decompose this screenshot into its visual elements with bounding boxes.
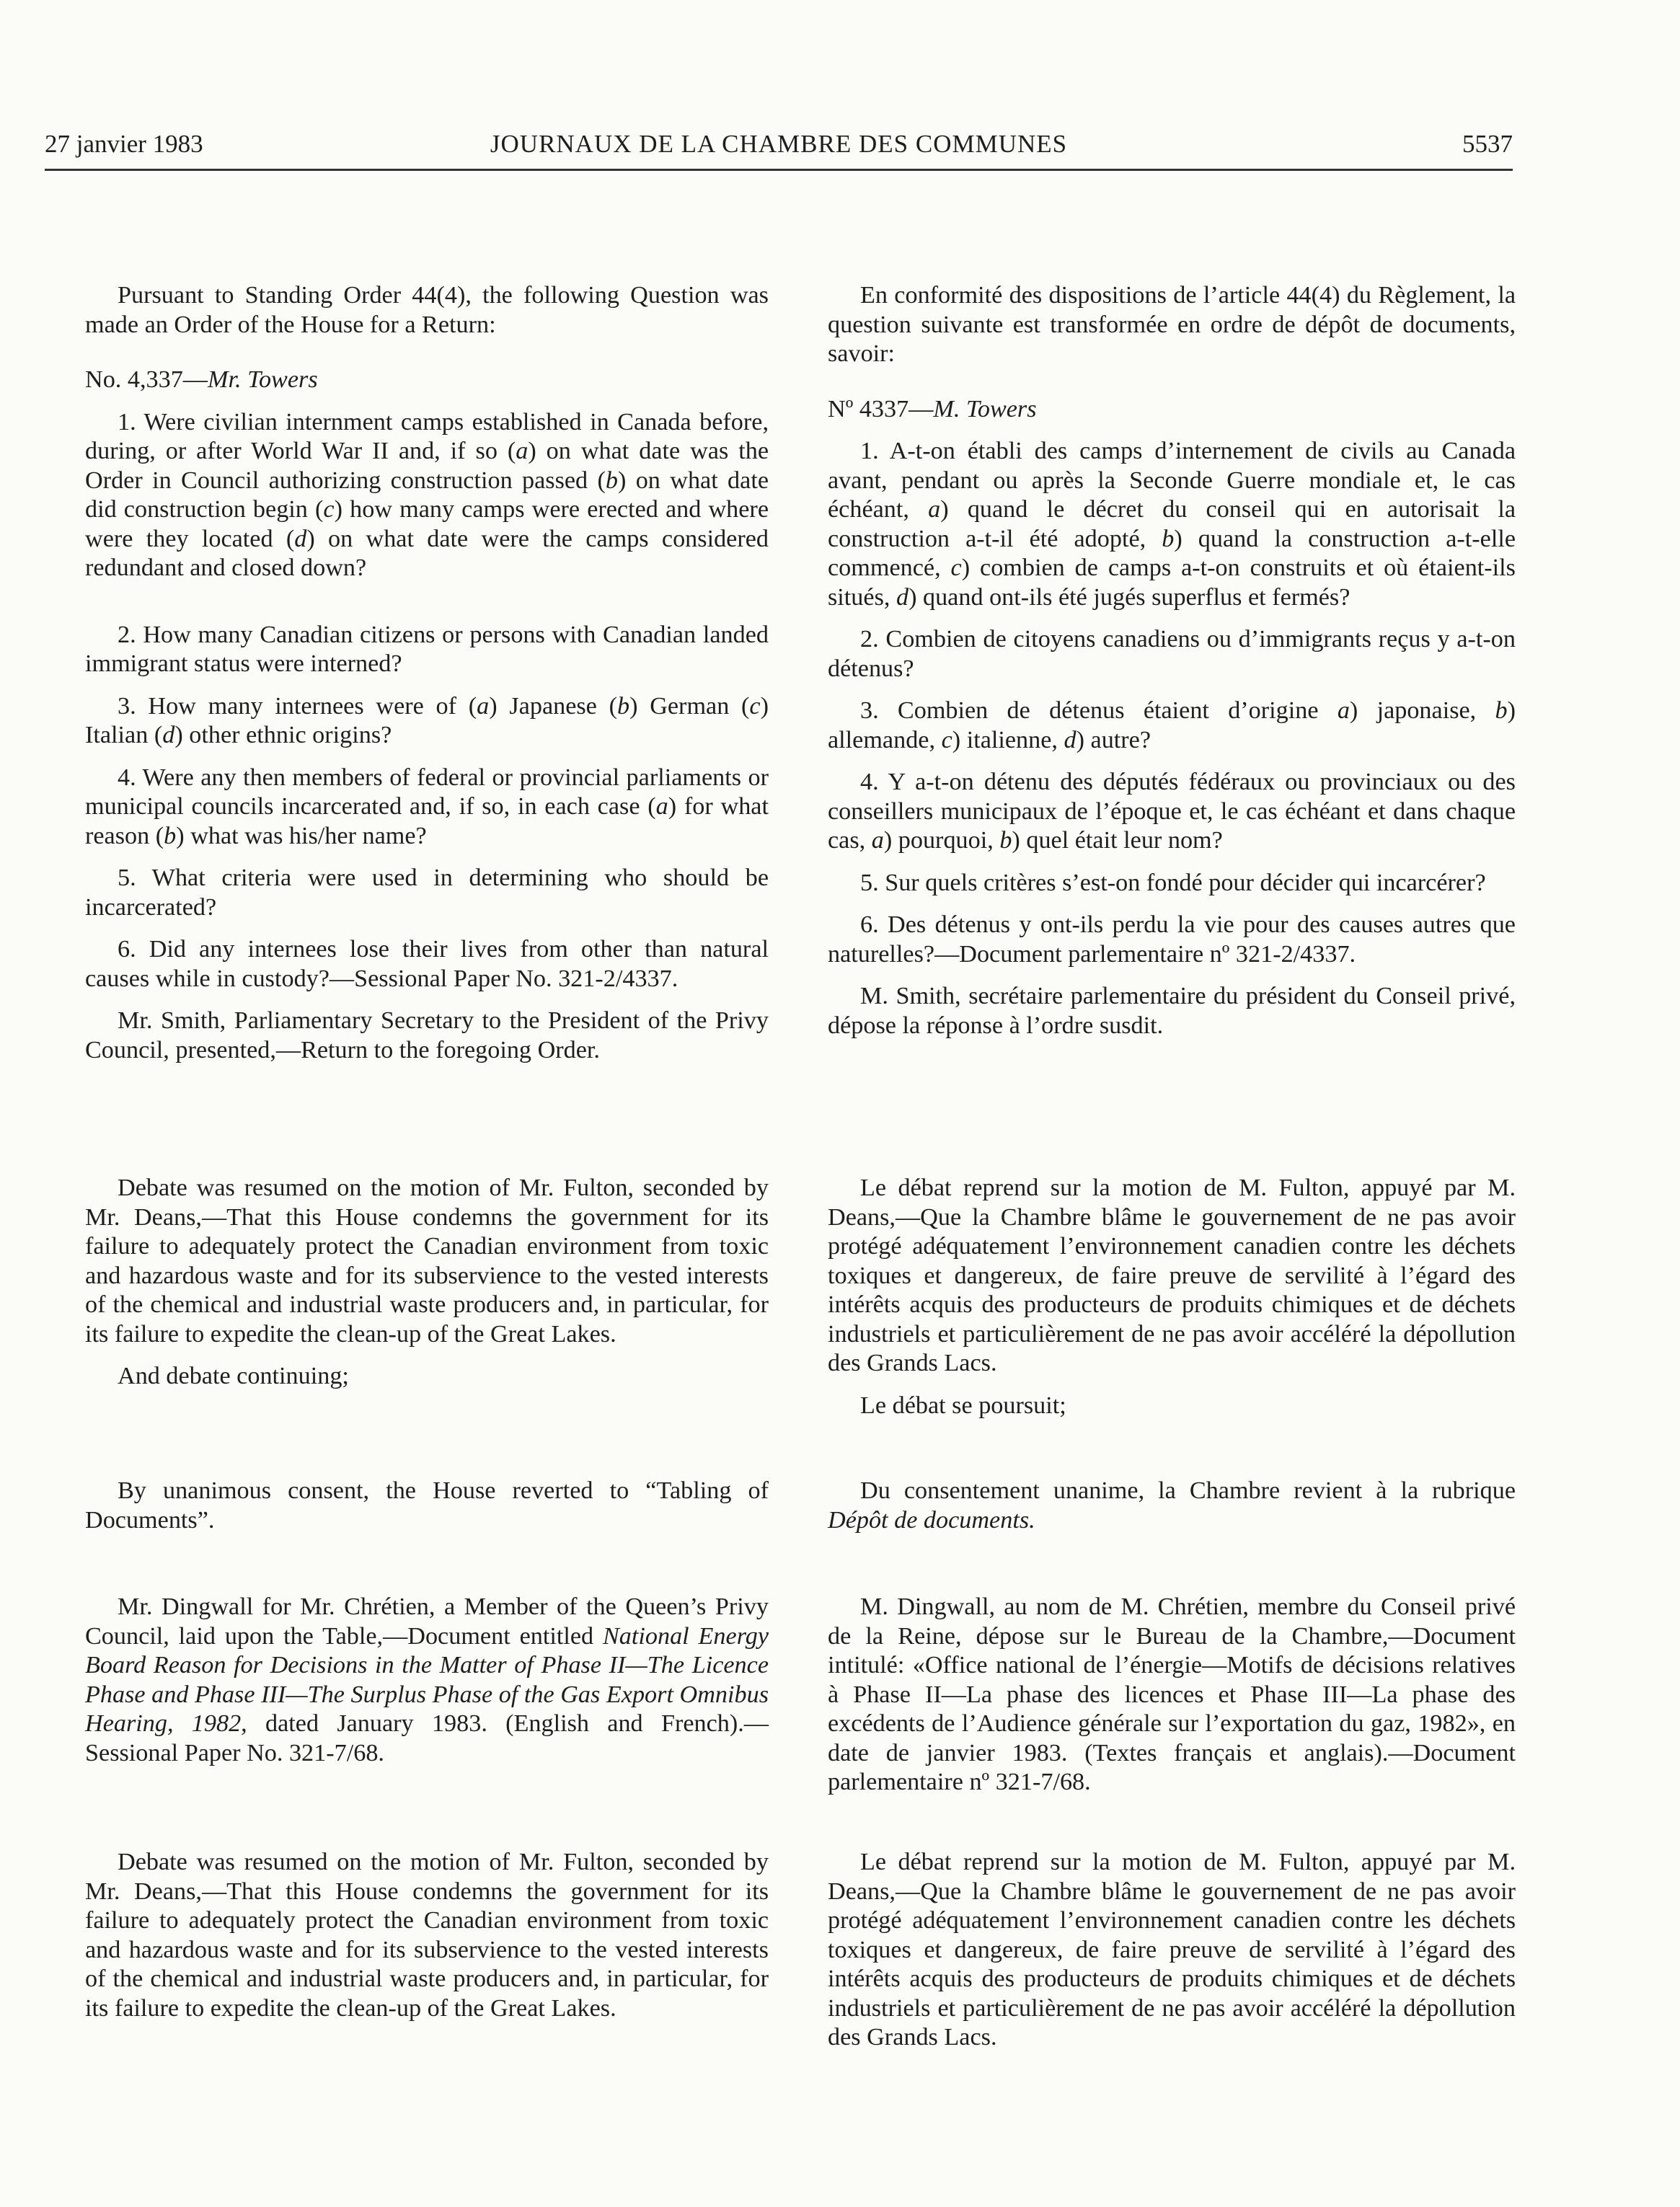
en-tabling-section <box>85 1477 769 1548</box>
fr-document-tabled: M. Dingwall, au nom de M. Chrétien, membre du Conseil privé de la Reine, dépose sur le Bureau de la Chambre,—Document intitulé: «Office national de l’énergie—Motifs de décisions relatives à Phase II—La phase des licences et Phase III—La phase des excédents de l’Audience générale sur l’exportation du gaz, 1982», en date de janvier 1983. (Textes français et anglais).—Document parlementaire nº 321-7/68. <box>828 1593 1516 1795</box>
fr-question-2: 2. Combien de citoyens canadiens ou d’immigrants reçus y a-t-on détenus? <box>828 626 1516 682</box>
en-document-section <box>85 1593 769 1781</box>
fr-debate-section-2 <box>828 1848 1516 2066</box>
en-debate-motion-2: Debate was resumed on the motion of Mr. Fulton, seconded by Mr. Deans,—That this House condemns the government for its failure to adequately protect the Canadian environment from toxic and hazardous waste and for its subservience to the vested interests of the chemical and industrial waste producers and, in particular, for its failure to expedite the clean-up of the Great Lakes. <box>85 1849 769 2022</box>
fr-debate-motion-2: Le débat reprend sur la motion de M. Fulton, appuyé par M. Deans,—Que la Chambre blâme le gouvernement de ne pas avoir protégé adéquatement l’environnement canadien contre les déchets toxiques et dangereux, de faire preuve de servilité à l’égard des intérêts acquis des producteurs de produits chimiques et de déchets industriels et particulièrement de ne pas avoir accéléré la dépollution des Grands Lacs. <box>828 1849 1516 2051</box>
en-question-2: 2. How many Canadian citizens or persons with Canadian landed immigrant status were interned? <box>85 621 769 677</box>
en-question-6: 6. Did any internees lose their lives from other than natural causes while in custody?—Sessional Paper No. 321-2/4337. <box>85 936 769 992</box>
en-return-order-section <box>85 281 769 1078</box>
fr-debate-section-1 <box>828 1174 1516 1433</box>
fr-question-number: Nº 4337—M. Towers <box>828 395 1037 423</box>
en-question-3: 3. How many internees were of (a) Japanese (b) German (c) Italian (d) other ethnic origins? <box>85 692 769 748</box>
en-document-tabled: Mr. Dingwall for Mr. Chrétien, a Member of the Queen’s Privy Council, laid upon the Table,—Document entitled National Energy Board Reason for Decisions in the Matter of Phase II—The Licence Phase and Phase III—The Surplus Phase of the Gas Export Omnibus Hearing, 1982, dated January 1983. (English and French).—Sessional Paper No. 321-7/68. <box>85 1593 769 1766</box>
en-debate-continuing: And debate continuing; <box>118 1363 349 1389</box>
en-reverted-tabling: By unanimous consent, the House reverted to “Tabling of Documents”. <box>85 1477 769 1534</box>
en-question-4: 4. Were any then members of federal or provincial parliaments or municipal councils incarcerated and, if so, in each case (a) for what reason (b) what was his/her name? <box>85 764 769 849</box>
fr-return-presented: M. Smith, secrétaire parlementaire du président du Conseil privé, dépose la réponse à l’ordre susdit. <box>828 983 1516 1039</box>
en-debate-section-1 <box>85 1174 769 1405</box>
fr-reverted-tabling: Du consentement unanime, la Chambre revient à la rubrique Dépôt de documents. <box>828 1477 1516 1534</box>
en-question-number: No. 4,337—Mr. Towers <box>85 366 318 393</box>
fr-document-section <box>828 1593 1516 1810</box>
fr-question-1: 1. A-t-on établi des camps d’internement de civils au Canada avant, pendant ou après la Seconde Guerre mondiale et, le cas échéant, a) quand le décret du conseil qui en autorisait la construction a-t-il été adopté, b) quand la construction a-t-elle commencé, c) combien de camps a-t-on construits et où étaient-ils situés, d) quand ont-ils été jugés superflus et fermés? <box>828 438 1516 611</box>
fr-tabling-section <box>828 1477 1516 1548</box>
en-return-presented: Mr. Smith, Parliamentary Secretary to the President of the Privy Council, presented,—Return to the foregoing Order. <box>85 1007 769 1063</box>
header-date: 27 janvier 1983 <box>45 130 203 158</box>
fr-return-order-section <box>828 281 1516 1053</box>
en-question-1: 1. Were civilian internment camps established in Canada before, during, or after World War II and, if so (a) on what date was the Order in Council authorizing construction passed (b) on what date did construction begin (c) how many camps were erected and where were they located (d) on what date were the camps considered redundant and closed down? <box>85 408 769 581</box>
running-header <box>45 128 1513 171</box>
fr-return-intro: En conformité des dispositions de l’article 44(4) du Règlement, la question suivante est transformée en ordre de dépôt de documents, savoir: <box>828 282 1516 367</box>
en-debate-motion: Debate was resumed on the motion of Mr. Fulton, seconded by Mr. Deans,—That this House condemns the government for its failure to adequately protect the Canadian environment from toxic and hazardous waste and for its subservience to the vested interests of the chemical and industrial waste producers and, in particular, for its failure to expedite the clean-up of the Great Lakes. <box>85 1175 769 1348</box>
fr-debate-continuing: Le débat se poursuit; <box>860 1392 1066 1419</box>
en-question-5: 5. What criteria were used in determining who should be incarcerated? <box>85 864 769 921</box>
fr-question-4: 4. Y a-t-on détenu des députés fédéraux ou provinciaux ou des conseillers municipaux de l’époque et, le cas échéant et dans chaque cas, a) pourquoi, b) quel était leur nom? <box>828 769 1516 854</box>
en-debate-section-2 <box>85 1848 769 2036</box>
fr-debate-motion: Le débat reprend sur la motion de M. Fulton, appuyé par M. Deans,—Que la Chambre blâme le gouvernement de ne pas avoir protégé adéquatement l’environnement canadien contre les déchets toxiques et dangereux, de faire preuve de servilité à l’égard des intérêts acquis des producteurs de produits chimiques et de déchets industriels et particulièrement de ne pas avoir accéléré la dépollution des Grands Lacs. <box>828 1175 1516 1376</box>
fr-question-5: 5. Sur quels critères s’est-on fondé pour décider qui incarcérer? <box>860 869 1486 896</box>
page-number: 5537 <box>1462 130 1513 158</box>
header-title: JOURNAUX DE LA CHAMBRE DES COMMUNES <box>490 130 1068 158</box>
fr-question-3: 3. Combien de détenus étaient d’origine a) japonaise, b) allemande, c) italienne, d) autre? <box>828 697 1516 753</box>
en-return-intro: Pursuant to Standing Order 44(4), the following Question was made an Order of the House for a Return: <box>85 282 769 338</box>
fr-question-6: 6. Des détenus y ont-ils perdu la vie pour des causes autres que naturelles?—Document parlementaire nº 321-2/4337. <box>828 911 1516 968</box>
